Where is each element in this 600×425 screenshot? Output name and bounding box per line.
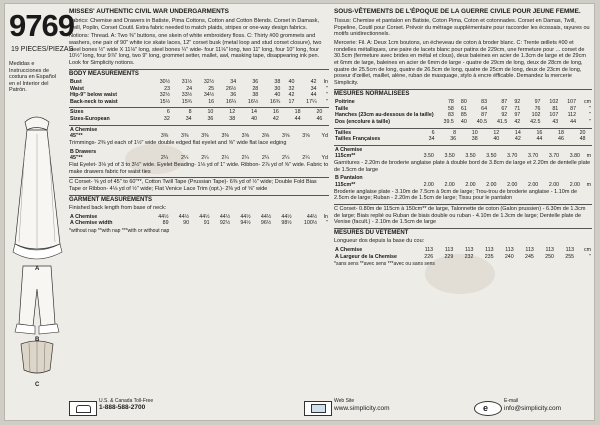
french-drawers-label: B Pantalon [335, 175, 363, 182]
measurement-cell: 44½ [240, 213, 251, 220]
english-garment-table [69, 214, 329, 227]
size-cell: 42 [514, 136, 521, 143]
yardage-cell: 2.00 [569, 182, 580, 189]
measurement-row [334, 112, 592, 119]
measurement-cell: 25 [208, 85, 215, 92]
size-cell: 48 [579, 136, 586, 143]
yardage-cell: 3.50 [444, 153, 455, 160]
english-drawers-block [69, 149, 329, 176]
yardage-cell: 2.00 [527, 182, 539, 189]
size-cell: 18 [294, 109, 301, 116]
yardage-cell: 3.70 [527, 153, 539, 160]
french-sizes-table [334, 130, 592, 143]
size-cell: 38 [471, 136, 478, 143]
measurement-cell: 67 [501, 105, 508, 112]
divider [69, 195, 329, 196]
email-link[interactable]: info@simplicity.com [504, 405, 562, 412]
measurement-cell: 102 [531, 112, 541, 119]
measurement-row [334, 106, 592, 113]
french-chemise-trim: Garnitures - 2.20m de broderie anglaise plate à double bord de 3.8cm de large et 2.20m de dentelle plate de 1.5cm de large [334, 160, 591, 173]
yardage-cell: 2¼ [160, 155, 169, 162]
english-fabrics: Fabrics: Chemise and Drawers in Batiste, Pima Cottons, Cotton and Cotton Blends. Corset in Damask, Twill, Poplin, Corset Coutil. Extra fabric needed to match plaids, stripes or one-way design fabrics. [69, 17, 320, 31]
measurement-cell: 26½ [225, 85, 237, 92]
measurement-cell: 113 [464, 247, 474, 254]
yardage-cell: 2.00 [423, 182, 434, 189]
measurement-cell: 17¼ [306, 98, 317, 105]
pieces-count: 19 PIECES/PIEZAS [11, 46, 74, 53]
french-sizes-eu-label: Tailles Françaises [335, 136, 381, 143]
measurement-cell: 34½ [203, 92, 215, 99]
measurement-cell: " [589, 118, 591, 125]
english-sizes-eu-label: Sizes-European [70, 116, 110, 123]
measurement-cell: 24 [186, 85, 193, 92]
measurement-cell: 40.5 [476, 118, 488, 125]
measurement-cell: 64 [481, 105, 488, 112]
size-cell: 20 [316, 109, 323, 116]
measurement-cell: 235 [484, 253, 494, 260]
corset-illustration [21, 341, 53, 374]
row-label: Back-neck to waist [70, 98, 118, 105]
measurement-cell: 92 [514, 99, 521, 106]
yardage-cell: 3.70 [548, 153, 560, 160]
measurement-cell: 28 [252, 85, 259, 92]
measurement-cell: 32½ [159, 92, 171, 99]
measurement-cell: 91 [203, 220, 210, 227]
size-cell: 6 [166, 109, 170, 116]
yardage-cell: 2.00 [507, 182, 518, 189]
measurement-cell: 32 [288, 85, 295, 92]
divider [69, 125, 329, 126]
measurement-cell: 96½ [260, 220, 272, 227]
english-chemise-trim: Trimmings- 2⅜ yd each of 1½" wide double edged flat eyelet and ⅝" wide flat lace edging [69, 139, 287, 146]
measurement-cell: 40 [288, 79, 295, 86]
yardage-cell: 2.00 [548, 182, 560, 189]
measurement-cell: 78 [447, 99, 454, 106]
size-cell: 36 [450, 136, 457, 143]
english-drawers-trim: Flat Eyelet- 3⅛ yd of 3 to 3½" wide. Eyelet Beading- 1⅛ yd of 1" wide. Ribbon- 2⅞ yd of ⅝" wide. Fabric to make drawers fabric for waist ties [69, 161, 329, 175]
web-link[interactable]: www.simplicity.com [334, 405, 390, 412]
french-drawers-width: 115cm** [335, 182, 356, 189]
yardage-cell: 3⅜ [221, 133, 229, 140]
measurement-cell: 113 [565, 247, 575, 254]
measurement-cell: 44½ [306, 213, 318, 220]
figure-label-a: A [35, 266, 40, 272]
measurement-cell: cm [583, 99, 591, 106]
measurement-cell: 250 [545, 253, 554, 260]
french-fabrics: Tissus: Chemise et pantalon en Batiste, Coton Pima, Coton et cotonnades. Corset en Damas, Twill, Popeline, Coutil pour Corset. Prévoir du métrage supplémentaire pour raccorder les écossais, rayures ou motifs unidirectionnels. [334, 17, 590, 38]
size-cell: 40 [251, 116, 257, 123]
english-garment-sub: Finished back length from base of neck: [69, 204, 167, 211]
measurement-cell: 42.5 [530, 118, 541, 125]
yardage-cell: 3.50 [465, 153, 476, 160]
measurement-cell: 255 [565, 253, 575, 260]
measurement-cell: 113 [525, 247, 534, 254]
measurement-cell: 16 [208, 98, 215, 105]
english-body-table [69, 79, 329, 105]
measurement-cell: 30½ [159, 79, 171, 86]
measurement-cell: 98½ [281, 220, 292, 227]
chemise-illustration [13, 117, 62, 259]
size-cell: 14 [251, 109, 257, 116]
yardage-cell: 3⅜ [201, 133, 209, 140]
french-garment-rows [334, 247, 592, 260]
yardage-cell: 2¼ [261, 155, 270, 162]
measurement-cell: " [589, 112, 591, 119]
measurement-cell: 229 [444, 253, 454, 260]
french-drawers-trim: Broderie anglaise plate - 3.10m de 7.5cm à 9cm de large; Trou-trou de broderie anglaise - 1.10m de 2.5cm de large; Ruban - 2.20m de 1.5cm de large; Tissu pour le pantalon [334, 188, 578, 202]
measurement-cell: 92½ [219, 220, 231, 227]
measurement-cell: 245 [525, 253, 534, 260]
measurement-cell: 44 [570, 118, 577, 125]
yardage-unit: Yd [321, 133, 328, 140]
row-label: Taille [335, 105, 349, 112]
measurement-cell: 97 [514, 112, 521, 119]
divider [334, 145, 592, 146]
divider [334, 128, 592, 129]
measurement-cell: 113 [505, 247, 514, 254]
yardage-cell: 3.70 [507, 153, 518, 160]
yardage-cell: 3⅜ [160, 133, 169, 140]
size-cell: 40 [493, 136, 500, 143]
phone-icon [69, 401, 97, 416]
measurement-cell: 44½ [199, 213, 210, 220]
measurement-cell: 94½ [240, 220, 251, 227]
measurement-cell: " [589, 105, 591, 112]
french-body-title: MESURES NORMALISEES [334, 90, 410, 97]
measurement-cell: 240 [504, 253, 514, 260]
yardage-cell: 2¼ [302, 155, 310, 162]
english-body-rows [69, 79, 329, 105]
row-label: A Largeur de la Chemise [335, 253, 397, 260]
measurement-cell: 40 [274, 92, 281, 99]
english-notes: *without nap **with nap ***with or without nap [69, 227, 170, 234]
measurement-cell: 232 [464, 253, 474, 260]
garment-illustrations [5, 4, 69, 404]
french-corset-trim: C Corset- 0.80m de 115cm à 150cm** de large, Talonnette de coton (Galon prussien) - 6.30m de 1.3cm de large; Biais replié ou Ruban de biais double ou ruban - 4.10m de 1.3cm de large; Dentelle plate de Venise (facult.) - 2.10m de 1.5cm de large [334, 206, 586, 226]
measurement-cell: " [326, 92, 328, 99]
measurement-cell: 41.5 [496, 118, 508, 125]
english-chemise-width: 45"** [70, 133, 83, 140]
measurement-cell: 71 [514, 105, 521, 112]
email-icon: e [474, 401, 502, 416]
figure-label-b: B [35, 337, 40, 343]
yardage-cell: 2¼ [282, 155, 290, 162]
measurement-cell: 83 [447, 112, 454, 119]
measurement-cell: 80 [460, 99, 467, 106]
measurement-cell: 42 [310, 79, 317, 86]
english-sizes-label: Sizes [70, 109, 84, 116]
measurement-cell: 226 [424, 253, 434, 260]
measurement-cell: 36 [252, 79, 259, 86]
measurement-row [69, 220, 329, 227]
measurement-cell: 34 [230, 79, 237, 86]
yardage-unit: Yd [321, 155, 328, 162]
measurement-cell: 38 [252, 92, 259, 99]
measurement-cell: 97 [534, 99, 541, 106]
english-garment-rows [69, 214, 329, 227]
french-sizes-label: Tailles [335, 129, 352, 136]
measurement-cell: 39.5 [443, 118, 454, 125]
divider [334, 89, 592, 90]
size-cell: 10 [471, 129, 478, 136]
size-cell: 42 [272, 116, 279, 123]
yardage-cell: 2¼ [201, 155, 209, 162]
yardage-cell: 2¼ [241, 155, 250, 162]
yardage-cell: 2.00 [465, 182, 476, 189]
measurement-cell: 107 [567, 99, 577, 106]
yardage-cell: 2.00 [486, 182, 497, 189]
row-label: A Chemise [70, 213, 98, 220]
size-cell: 6 [431, 129, 435, 136]
computer-icon [304, 401, 332, 416]
size-cell: 14 [514, 129, 521, 136]
measurement-cell: 61 [460, 105, 467, 112]
french-body-rows [334, 99, 592, 125]
size-cell: 12 [493, 129, 500, 136]
size-cell: 34 [428, 136, 435, 143]
measurement-row [69, 99, 329, 106]
french-chemise-block [334, 147, 592, 174]
french-garment-sub: Longueur dos depuis la base du cou: [334, 238, 425, 245]
size-cell: 8 [453, 129, 457, 136]
measurement-cell: 34 [310, 85, 317, 92]
measurement-cell: 113 [444, 247, 454, 254]
measurement-cell: In [323, 213, 328, 220]
measurement-cell: 44½ [281, 213, 292, 220]
spanish-note: Medidas e Instrucciones de costura en Español en el Interior del Patrón. [9, 61, 57, 94]
size-cell: 46 [558, 136, 564, 143]
size-cell: 16 [272, 109, 279, 116]
measurement-cell: 100½ [303, 220, 318, 227]
phone-label: U.S. & Canada Toll-Free [99, 398, 154, 404]
measurement-cell: 107 [549, 112, 559, 119]
measurement-cell: 44 [310, 92, 317, 99]
size-cell: 10 [207, 109, 214, 116]
size-cell: 12 [229, 109, 236, 116]
french-body-table [334, 99, 592, 125]
size-cell: 34 [185, 116, 192, 123]
measurement-cell: 42 [514, 118, 521, 125]
yardage-cell: 3⅝ [261, 133, 270, 140]
measurement-row [334, 247, 592, 254]
measurement-cell: 44½ [178, 213, 190, 220]
measurement-cell: In [323, 79, 328, 86]
measurement-cell: 44½ [260, 213, 272, 220]
size-cell: 38 [229, 116, 236, 123]
measurement-cell: " [326, 98, 328, 105]
yardage-cell: 3.50 [423, 153, 434, 160]
french-column [334, 8, 592, 268]
size-cell: 46 [316, 116, 323, 123]
measurement-cell: 87 [570, 105, 577, 112]
yardage-cell: 3⅝ [282, 133, 290, 140]
figure-label-c: C [35, 382, 40, 388]
measurement-row [334, 99, 592, 106]
measurement-cell: " [589, 253, 591, 260]
english-column [69, 8, 329, 234]
yardage-cell: 2¼ [181, 155, 189, 162]
measurement-row [334, 119, 592, 126]
drawers-illustration [15, 266, 59, 334]
yardage-cell: 3⅝ [241, 133, 250, 140]
measurement-cell: 92 [501, 112, 508, 119]
yardage-unit: m [586, 153, 591, 160]
yardage-cell: 3⅜ [181, 133, 189, 140]
measurement-cell: 32½ [203, 79, 215, 86]
phone-number[interactable]: 1-888-588-2700 [99, 404, 146, 411]
french-garment-table [334, 247, 592, 260]
measurement-cell: 15¾ [181, 98, 193, 105]
row-label: Bust [70, 79, 82, 86]
measurement-cell: 90 [183, 220, 190, 227]
english-sizes-table [69, 109, 329, 122]
measurement-cell: 44½ [158, 213, 169, 220]
row-label: A Chemise [335, 247, 363, 254]
row-label: A Chemise width [70, 220, 113, 227]
size-cell: 36 [207, 116, 214, 123]
size-cell: 16 [536, 129, 543, 136]
measurement-cell: 81 [552, 105, 559, 112]
english-corset-trim: C Corset- ⅝ yd of 45" to 60"**, Cotton Twill Tape (Prussian Tape)- 6⅜ yd of ½" wide; Double Fold Bias Tape or Ribbon- 4⅛ yd of ½" wide; Flat Venice Lace Trim (opt.)- 2⅜ yd of ⅝" wide [69, 179, 317, 192]
english-drawers-width: 45"** [70, 155, 83, 162]
measurement-cell: 87 [501, 99, 508, 106]
measurement-cell: 83 [481, 99, 488, 106]
measurement-cell: 36 [230, 92, 237, 99]
yardage-cell: 3.50 [486, 153, 497, 160]
measurement-row [69, 79, 329, 86]
measurement-cell: 38 [274, 79, 281, 86]
measurement-cell: 87 [481, 112, 488, 119]
row-label: Waist [70, 85, 84, 92]
measurement-cell: 17 [288, 98, 295, 105]
measurement-cell: 31½ [181, 79, 193, 86]
pattern-envelope-back [4, 3, 595, 421]
french-title: SOUS-VÊTEMENTS DE L'ÉPOQUE DE LA GUERRE CIVILE POUR JEUNE FEMME. [334, 8, 581, 15]
row-label: Dos (encolure à taille) [335, 118, 391, 125]
french-drawers-block [334, 175, 592, 202]
english-drawers-label: B Drawers [70, 148, 97, 155]
row-label: Hanches (23cm au-dessous de la taille) [335, 112, 434, 119]
size-cell: 44 [294, 116, 301, 123]
measurement-cell: 23 [164, 85, 171, 92]
divider [69, 69, 329, 70]
english-body-title: BODY MEASUREMENTS [69, 70, 139, 77]
divider [334, 204, 592, 205]
measurement-cell: " [326, 85, 328, 92]
measurement-cell: 76 [534, 105, 541, 112]
yardage-cell: 3.80 [569, 153, 580, 160]
yardage-unit: m [586, 182, 591, 189]
measurement-cell: 16¼ [225, 98, 237, 105]
measurement-cell: 43 [552, 118, 559, 125]
measurement-cell: " [326, 220, 328, 227]
measurement-cell: 42 [288, 92, 295, 99]
french-garment-title: MESURES DU VETEMENT [334, 230, 409, 237]
measurement-cell: 40 [460, 118, 467, 125]
english-notions: Notions: Thread. A: Two ⅜" buttons, one skein of white embroidery floss. C: Thirty #00 grommets and washers, one pair of 90" white ice skate laces, 12" corset busk (metal loop and stud corset closure), two steel bones ½" wide X 11⅛" long, steel bones ¼" wide- four 11⅛" long, two 11" long, four 10" long, four 10½" long, four 9⅞" long, two 9" long, grommet setter, mallet, awl, masking tape, disappearing ink pen. Look for Simplicity notions. [69, 33, 322, 67]
measurement-cell: 85 [460, 112, 467, 119]
measurement-cell: 33½ [181, 92, 193, 99]
english-garment-title: GARMENT MEASUREMENTS [69, 196, 153, 203]
measurement-cell: 113 [545, 247, 554, 254]
pattern-number: 9769 [9, 8, 74, 43]
size-cell: 32 [163, 116, 170, 123]
french-chemise-width: 115cm** [335, 153, 356, 160]
measurement-cell: 44½ [219, 213, 231, 220]
size-cell: 20 [579, 129, 586, 136]
measurement-cell: 112 [567, 112, 577, 119]
yardage-cell: 2.00 [444, 182, 455, 189]
measurement-cell: 113 [485, 247, 494, 254]
english-chemise-block [69, 127, 329, 147]
contact-footer [69, 400, 592, 416]
measurement-cell: 102 [549, 99, 559, 106]
french-notes: *sans sens **avec sens ***avec ou sans sens [334, 261, 435, 268]
divider [334, 228, 592, 229]
english-chemise-label: A Chemise [70, 126, 98, 133]
measurement-cell: 16½ [247, 98, 259, 105]
size-cell: 44 [536, 136, 543, 143]
french-notions: Mercerie: Fil. A: Deux 1cm boutons, un écheveau de coton à broder blanc. C: Trente œillets #00 et rondelles métalliques, une paire de lacets blanc pour patins de 229cm, une fermeture pour ... corset de 30.5cm (fermeture avec brides en métal et clous), deux baleines en acier de 1.3cm de large et de 29cm et 6mm de large, baleines en acier de 6mm de large - quatre de 29cm de long, deux de 28cm de long, quatre de 25.5cm de long, quatre de 26.5cm de long, quatre de 25cm de long, deux de 23cm de long, poseur d'œillet, maillet, alène, ruban de masquage, stylo à encre éfficable. Demandez la mercerie Simplicity. [334, 39, 586, 87]
size-cell: 18 [558, 129, 564, 136]
measurement-row [334, 254, 592, 261]
measurement-cell: cm [583, 247, 591, 254]
measurement-cell: 89 [162, 220, 169, 227]
measurement-cell: 113 [424, 247, 434, 254]
french-chemise-label: A Chemise [335, 146, 363, 153]
mail-label: E-mail [504, 398, 519, 404]
measurement-cell: 15½ [159, 98, 171, 105]
size-cell: 8 [188, 109, 192, 116]
row-label: Hip-9" below waist [70, 92, 117, 99]
measurement-row [69, 86, 329, 93]
divider [69, 107, 329, 108]
measurement-cell: 30 [274, 85, 281, 92]
web-label: Web Site [334, 398, 355, 404]
measurement-cell: 16¾ [269, 98, 281, 105]
yardage-cell: 3⅝ [302, 133, 310, 140]
yardage-cell: 2¼ [221, 155, 229, 162]
measurement-cell: 58 [447, 105, 454, 112]
measurement-row [69, 92, 329, 99]
row-label: Poitrine [335, 99, 355, 106]
english-title: MISSES' AUTHENTIC CIVIL WAR UNDERGARMENTS [69, 8, 229, 15]
